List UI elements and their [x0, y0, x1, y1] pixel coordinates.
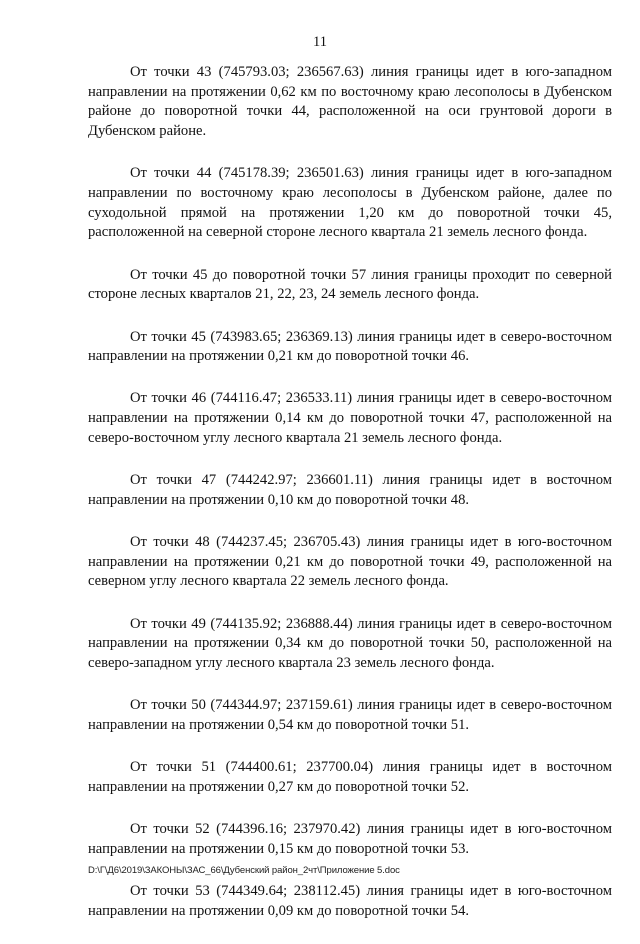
document-body	[88, 63, 612, 944]
paragraph: От точки 47 (744242.97; 236601.11) линия границы идет в восточном направлении на протяжении 0,10 км до поворотной точки 48.	[88, 472, 612, 508]
paragraph: От точки 50 (744344.97; 237159.61) линия границы идет в северо-восточном направлении на протяжении 0,54 км до поворотной точки 51.	[88, 697, 612, 733]
paragraph: От точки 51 (744400.61; 237700.04) линия границы идет в восточном направлении на протяжении 0,27 км до поворотной точки 52.	[88, 759, 612, 795]
paragraph: От точки 52 (744396.16; 237970.42) линия границы идет в юго-восточном направлении на протяжении 0,15 км до поворотной точки 53.	[88, 820, 612, 857]
paragraph: От точки 48 (744237.45; 236705.43) линия границы идет в юго-восточном направлении на протяжении 0,21 км до поворотной точки 49, расположенной на северном углу лесного квартала 22 земель лесного фонда.	[88, 533, 612, 590]
paragraph: От точки 43 (745793.03; 236567.63) линия границы идет в юго-западном направлении на протяжении 0,62 км по восточному краю лесополосы в Дубенском районе до поворотной точки 44, расположенной на оси грунтовой дороги в Дубенском районе.	[88, 64, 612, 140]
paragraph: От точки 49 (744135.92; 236888.44) линия границы идет в северо-восточном направлении на протяжении 0,34 км до поворотной точки 50, расположенной на северо-западном углу лесного квартала 23 земель лесного фонда.	[88, 615, 612, 671]
footer-file-path: D:\Г\Д6\2019\ЗАКОНЫ\ЗАС_66\Дубенский район_2чт\Приложение 5.doc	[88, 865, 400, 876]
paragraph: От точки 45 до поворотной точки 57 линия границы проходит по северной стороне лесных кварталов 21, 22, 23, 24 земель лесного фонда.	[88, 266, 612, 303]
page-number: 11	[313, 34, 327, 50]
paragraph: От точки 45 (743983.65; 236369.13) линия границы идет в северо-восточном направлении на протяжении 0,21 км до поворотной точки 46.	[88, 328, 612, 365]
paragraph: От точки 53 (744349.64; 238112.45) линия границы идет в юго-восточном направлении на протяжении 0,09 км до поворотной точки 54.	[88, 882, 612, 919]
paragraph: От точки 46 (744116.47; 236533.11) линия границы идет в северо-восточном направлении на протяжении 0,14 км до поворотной точки 47, расположенной на северо-восточном углу лесного квартала 21 земель лесного фонда.	[88, 390, 612, 446]
paragraph: От точки 44 (745178.39; 236501.63) линия границы идет в юго-западном направлении по восточному краю лесополосы в Дубенском районе, далее по суходольной прямой на протяжении 1,20 км до поворотной точки 45, расположенной на северной стороне лесного квартала 21 земель лесного фонда.	[88, 165, 612, 241]
